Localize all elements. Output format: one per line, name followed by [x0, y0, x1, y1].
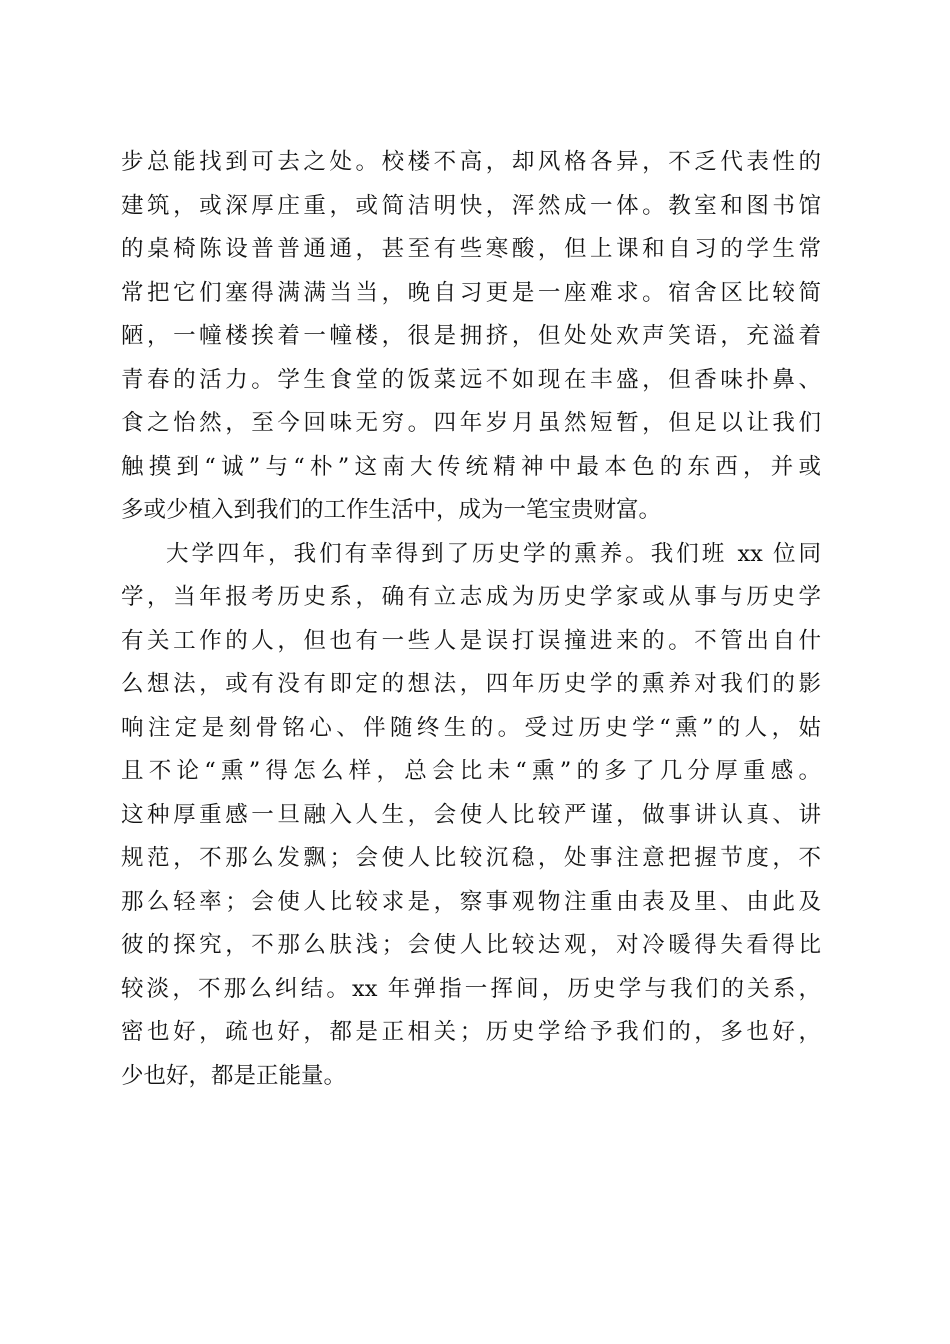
text-line: 常把它们塞得满满当当，晚自习更是一座难求。宿舍区比较简 — [121, 279, 821, 306]
text-line: 建筑，或深厚庄重，或简洁明快，浑然成一体。教室和图书馆 — [121, 192, 821, 219]
text-line: 彼的探究，不那么肤浅；会使人比较达观，对冷暖得失看得比 — [121, 932, 821, 958]
text-line: 且不论“熏”得怎么样，总会比未“熏”的多了几分厚重感。 — [121, 758, 821, 784]
paragraph-history — [121, 533, 821, 1099]
text-line: 触摸到“诚”与“朴”这南大传统精神中最本色的东西，并或 — [121, 453, 821, 480]
text-line: 么想法，或有没有即定的想法，四年历史学的熏养对我们的影 — [121, 671, 821, 697]
text-line: 较淡，不那么纠结。xx 年弹指一挥间，历史学与我们的关系， — [121, 975, 821, 1002]
text-line: 步总能找到可去之处。校楼不高，却风格各异，不乏代表性的 — [121, 149, 821, 175]
text-line: 那么轻率；会使人比较求是，察事观物注重由表及里、由此及 — [121, 888, 821, 915]
paragraph-campus — [121, 141, 821, 533]
text-line: 的桌椅陈设普普通通，甚至有些寒酸，但上课和自习的学生常 — [121, 236, 821, 262]
text-line: 这种厚重感一旦融入人生，会使人比较严谨，做事讲认真、讲 — [121, 801, 821, 828]
text-line: 规范，不那么发飘；会使人比较沉稳，处事注意把握节度，不 — [121, 845, 821, 871]
text-line: 食之怡然，至今回味无穷。四年岁月虽然短暂，但足以让我们 — [121, 410, 821, 436]
text-line: 密也好，疏也好，都是正相关；历史学给予我们的，多也好， — [121, 1019, 821, 1045]
text-line: 少也好，都是正能量。 — [121, 1062, 347, 1089]
text-line: 有关工作的人，但也有一些人是误打误撞进来的。不管出自什 — [121, 627, 821, 654]
text-line: 大学四年，我们有幸得到了历史学的熏养。我们班 xx 位同 — [166, 540, 821, 567]
text-line: 响注定是刻骨铭心、伴随终生的。受过历史学“熏”的人，姑 — [121, 714, 821, 741]
text-line: 学，当年报考历史系，确有立志成为历史学家或从事与历史学 — [121, 584, 821, 610]
text-line: 青春的活力。学生食堂的饭菜远不如现在丰盛，但香味扑鼻、 — [121, 366, 821, 393]
text-line: 陋，一幢楼挨着一幢楼，很是拥挤，但处处欢声笑语，充溢着 — [121, 323, 821, 349]
text-line: 多或少植入到我们的工作生活中，成为一笔宝贵财富。 — [121, 497, 662, 523]
body-text — [121, 141, 821, 1098]
